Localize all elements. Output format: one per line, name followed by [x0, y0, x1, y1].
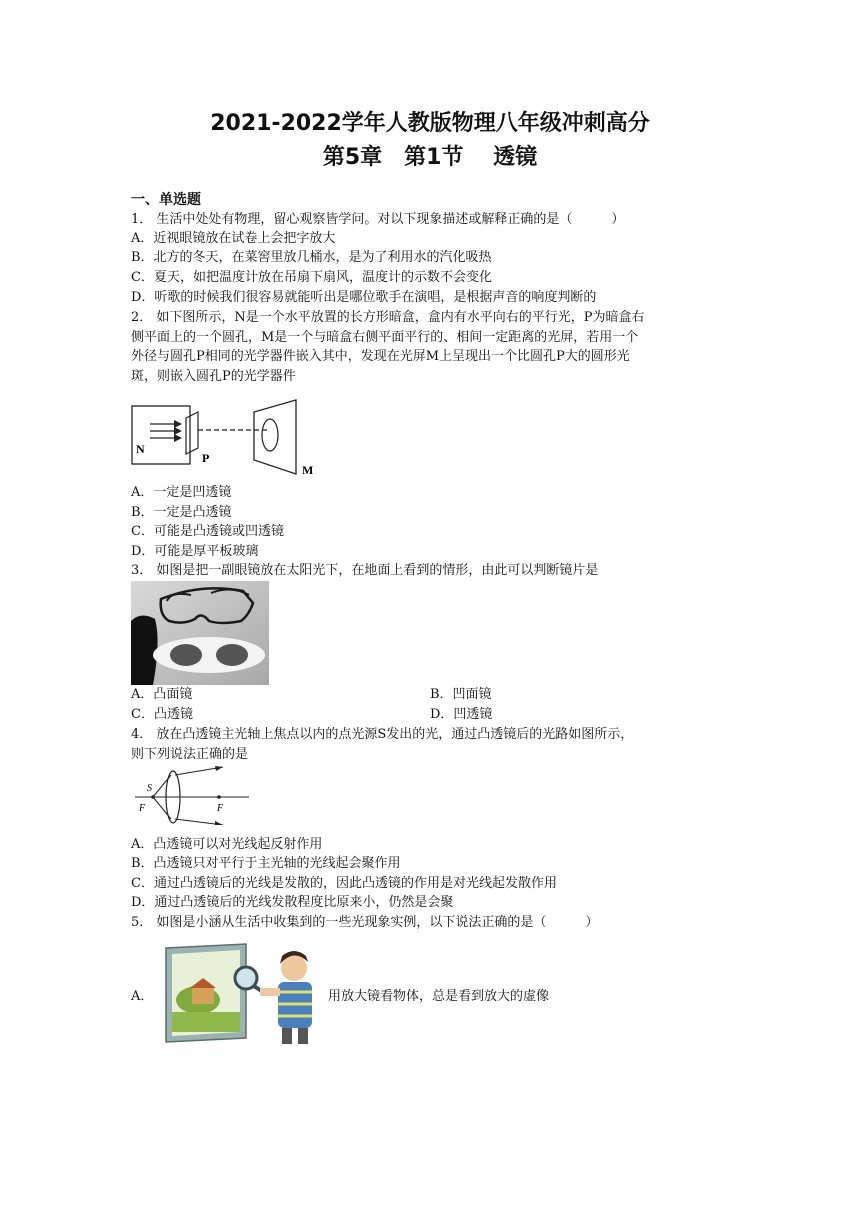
section-heading: 一、单选题: [131, 192, 201, 208]
q3-stem: 3． 如图是把一副眼镜放在太阳光下，在地面上看到的情形，由此可以判断镜片是: [131, 563, 599, 578]
q5-magnifier-illustration: [162, 942, 322, 1047]
q2-option-a: A．一定是凹透镜: [131, 485, 232, 500]
label-s: S: [147, 783, 152, 794]
q1-option-b: B．北方的冬天，在菜窖里放几桶水，是为了利用水的汽化吸热: [131, 250, 492, 265]
q3-option-c: C．凸透镜: [131, 707, 193, 722]
q4-stem-line-1: 4． 放在凸透镜主光轴上焦点以内的点光源S发出的光，通过凸透镜后的光路如图所示，: [131, 727, 634, 742]
title-line-2: 第5章 第1节 透镜: [322, 145, 538, 170]
q4-option-b: B．凸透镜只对平行于主光轴的光线起会聚作用: [131, 856, 401, 871]
q2-stem-line-4: 斑，则嵌入圆孔P的光学器件: [131, 369, 296, 384]
q1-option-a: A．近视眼镜放在试卷上会把字放大: [131, 231, 336, 246]
label-f-right: F: [217, 803, 224, 814]
q2-stem-line-1: 2． 如下图所示，N是一个水平放置的长方形暗盒，盒内有水平向右的平行光，P为暗盒右: [131, 310, 645, 325]
q2-option-b: B．一定是凸透镜: [131, 505, 232, 520]
q4-option-d: D．通过凸透镜后的光线发散程度比原来小，仍然是会聚: [131, 895, 454, 910]
q4-lens-diagram: [133, 765, 253, 825]
title-line-1: 2021-2022学年人教版物理八年级冲刺高分: [210, 111, 650, 136]
q3-option-a: A．凸面镜: [131, 687, 193, 702]
label-f-left: F: [139, 803, 146, 814]
q2-option-c: C．可能是凸透镜或凹透镜: [131, 524, 284, 539]
q5-option-a-label: A．: [131, 989, 154, 1004]
q2-dark-box-diagram: [130, 398, 330, 478]
q1-option-c: C．夏天，如把温度计放在吊扇下扇风，温度计的示数不会变化: [131, 270, 492, 285]
q4-option-c: C．通过凸透镜后的光线是发散的，因此凸透镜的作用是对光线起发散作用: [131, 876, 557, 891]
q2-option-d: D．可能是厚平板玻璃: [131, 544, 259, 559]
label-m: M: [302, 463, 314, 477]
q5-stem: 5． 如图是小涵从生活中收集到的一些光现象实例，以下说法正确的是（ ）: [131, 915, 599, 930]
label-p: P: [202, 451, 210, 465]
q5-option-a-text: 用放大镜看物体，总是看到放大的虚像: [328, 989, 550, 1004]
q4-option-a: A．凸透镜可以对光线起反射作用: [131, 837, 323, 852]
q1-stem: 1． 生活中处处有物理，留心观察皆学问。对以下现象描述或解释正确的是（ ）: [131, 212, 625, 227]
q2-stem-line-3: 外径与圆孔P相同的光学器件嵌入其中，发现在光屏M上呈现出一个比圆孔P大的圆形光: [131, 349, 630, 364]
q4-stem-line-2: 则下列说法正确的是: [131, 747, 249, 762]
q3-option-b: B．凹面镜: [430, 687, 492, 702]
q3-glasses-photo: [131, 581, 269, 685]
label-n: N: [136, 442, 145, 456]
q2-stem-line-2: 侧平面上的一个圆孔，M是一个与暗盒右侧平面平行的、相间一定距离的光屏，若用一个: [131, 330, 639, 345]
q1-option-d: D．听歌的时候我们很容易就能听出是哪位歌手在演唱，是根据声音的响度判断的: [131, 290, 597, 305]
q3-option-d: D．凹透镜: [430, 707, 493, 722]
